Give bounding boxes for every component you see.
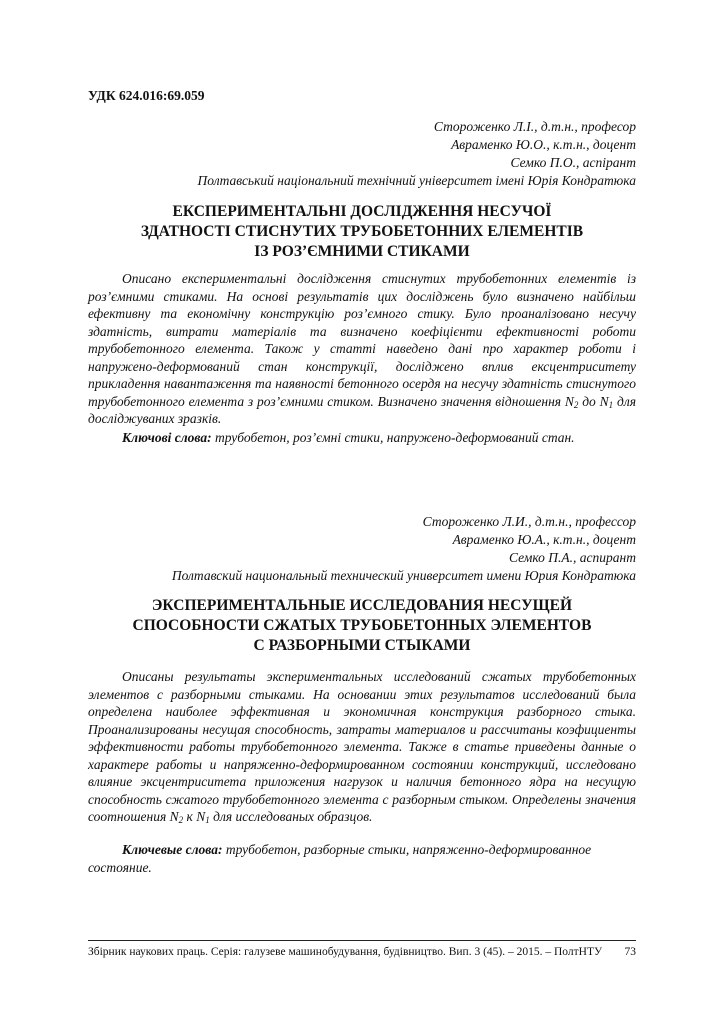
ru-author-1: Стороженко Л.И., д.т.н., профессор: [422, 514, 636, 529]
ua-author-1: Стороженко Л.І., д.т.н., професор: [433, 119, 636, 134]
page-footer: [88, 946, 636, 958]
ru-keywords-text: трубобетон, разборные стыки, напряженно-деформированное состояние.: [88, 842, 592, 875]
ua-title-line-1: ЕКСПЕРИМЕНТАЛЬНІ ДОСЛІДЖЕННЯ НЕСУЧОЇ: [172, 203, 552, 220]
ru-abstract-between: к: [183, 809, 197, 824]
ru-title: [88, 596, 636, 656]
ua-abstract-end: для досліджуваних зразків.: [88, 393, 636, 426]
ru-abstract-text: Описаны результаты экспериментальных исследований сжатых трубобетонных элементов с разборными стыками. На основании этих результатов исследований была определена наиболее эффективная и экономичная конструкция разборного стыка. Проанализированы несущая способность, затраты материалов и рассчитаны коэфициенты эффективности работы трубобетонного элемента. Также в статье приведены данные о характере работы и напряженно-деформированном состоянии конструкций, исследовано влияние эксцентриситета приложения нагрузок и наличия бетонного ядра на несущую способность сжатого трубобетонного элемента с разборным стыком. Определены значения соотношения: [88, 669, 636, 824]
ru-title-line-1: ЭКСПЕРИМЕНТАЛЬНЫЕ ИССЛЕДОВАНИЯ НЕСУЩЕЙ: [151, 597, 573, 614]
ua-title-line-3: ІЗ РОЗ’ЄМНИМИ СТИКАМИ: [254, 243, 470, 260]
ua-abstract-text: Описано експериментальні дослідження стиснутих трубобетонних елементів із роз’ємними стиками. На основі результатів цих досліджень було визначено найбільш ефективну та економічну конструкцію роз’ємного стику. Було проаналізовано несучу здатність, витрати матеріалів та визначено коефіцієнти ефективності роботи трубобетонного елемента. Також у статті наведено дані про характер роботи і напружено-деформований стан конструкції, досліджено вплив ексцентриситету прикладення навантаження та наявності бетонного осердя на несучу здатність стиснутого трубобетонного елемента з роз’ємними стиком. Визначено значення відношення: [88, 271, 636, 409]
ru-abstract-end: для исследованых образцов.: [209, 809, 373, 824]
ua-abstract: [88, 270, 636, 428]
ua-n1-symbol: N: [599, 393, 609, 409]
ru-title-line-2: СПОСОБНОСТИ СЖАТЫХ ТРУБОБЕТОННЫХ ЭЛЕМЕНТОВ: [132, 617, 592, 634]
ru-n2-symbol: N: [169, 809, 179, 824]
ru-n1-symbol: N: [196, 809, 206, 824]
ua-keywords: [88, 429, 636, 447]
ru-keywords-label: Ключевые слова:: [122, 842, 223, 857]
ua-n2-subscript: 2: [573, 399, 579, 410]
ua-abstract-between: до: [578, 393, 600, 409]
ru-n1-subscript: 1: [205, 815, 210, 825]
ua-author-3: Семко П.О., аспірант: [510, 155, 636, 170]
ua-keywords-label: Ключові слова:: [122, 430, 212, 445]
ru-institution: Полтавский национальный технический университет имени Юрия Кондратюка: [171, 568, 636, 583]
ua-n1-subscript: 1: [608, 399, 614, 410]
ru-keywords: [88, 841, 636, 876]
ru-author-3: Семко П.А., аспирант: [509, 550, 636, 565]
ru-n2-subscript: 2: [178, 815, 184, 825]
udk-code: УДК 624.016:69.059: [88, 88, 205, 103]
footer-citation: Збірник наукових праць. Серія: галузеве машинобудування, будівництво. Вип. 3 (45). – 2015. – ПолтНТУ: [88, 946, 603, 958]
ru-title-line-3: С РАЗБОРНЫМИ СТЫКАМИ: [253, 637, 471, 654]
ua-author-block: [198, 118, 636, 190]
page-number: 73: [624, 946, 636, 958]
ua-title: [88, 202, 636, 262]
ua-n2-symbol: N: [564, 393, 574, 409]
ua-institution: Полтавський національний технічний університет імені Юрія Кондратюка: [197, 173, 636, 188]
ru-abstract: [88, 668, 636, 826]
ru-author-block: [172, 513, 636, 585]
ua-title-line-2: ЗДАТНОСТІ СТИСНУТИХ ТРУБОБЕТОННИХ ЕЛЕМЕНТІВ: [140, 223, 584, 240]
footer-divider: [88, 940, 636, 941]
ua-keywords-text: трубобетон, роз’ємні стики, напружено-деформований стан.: [211, 430, 575, 445]
ua-author-2: Авраменко Ю.О., к.т.н., доцент: [451, 137, 636, 152]
ru-author-2: Авраменко Ю.А., к.т.н., доцент: [452, 532, 636, 547]
